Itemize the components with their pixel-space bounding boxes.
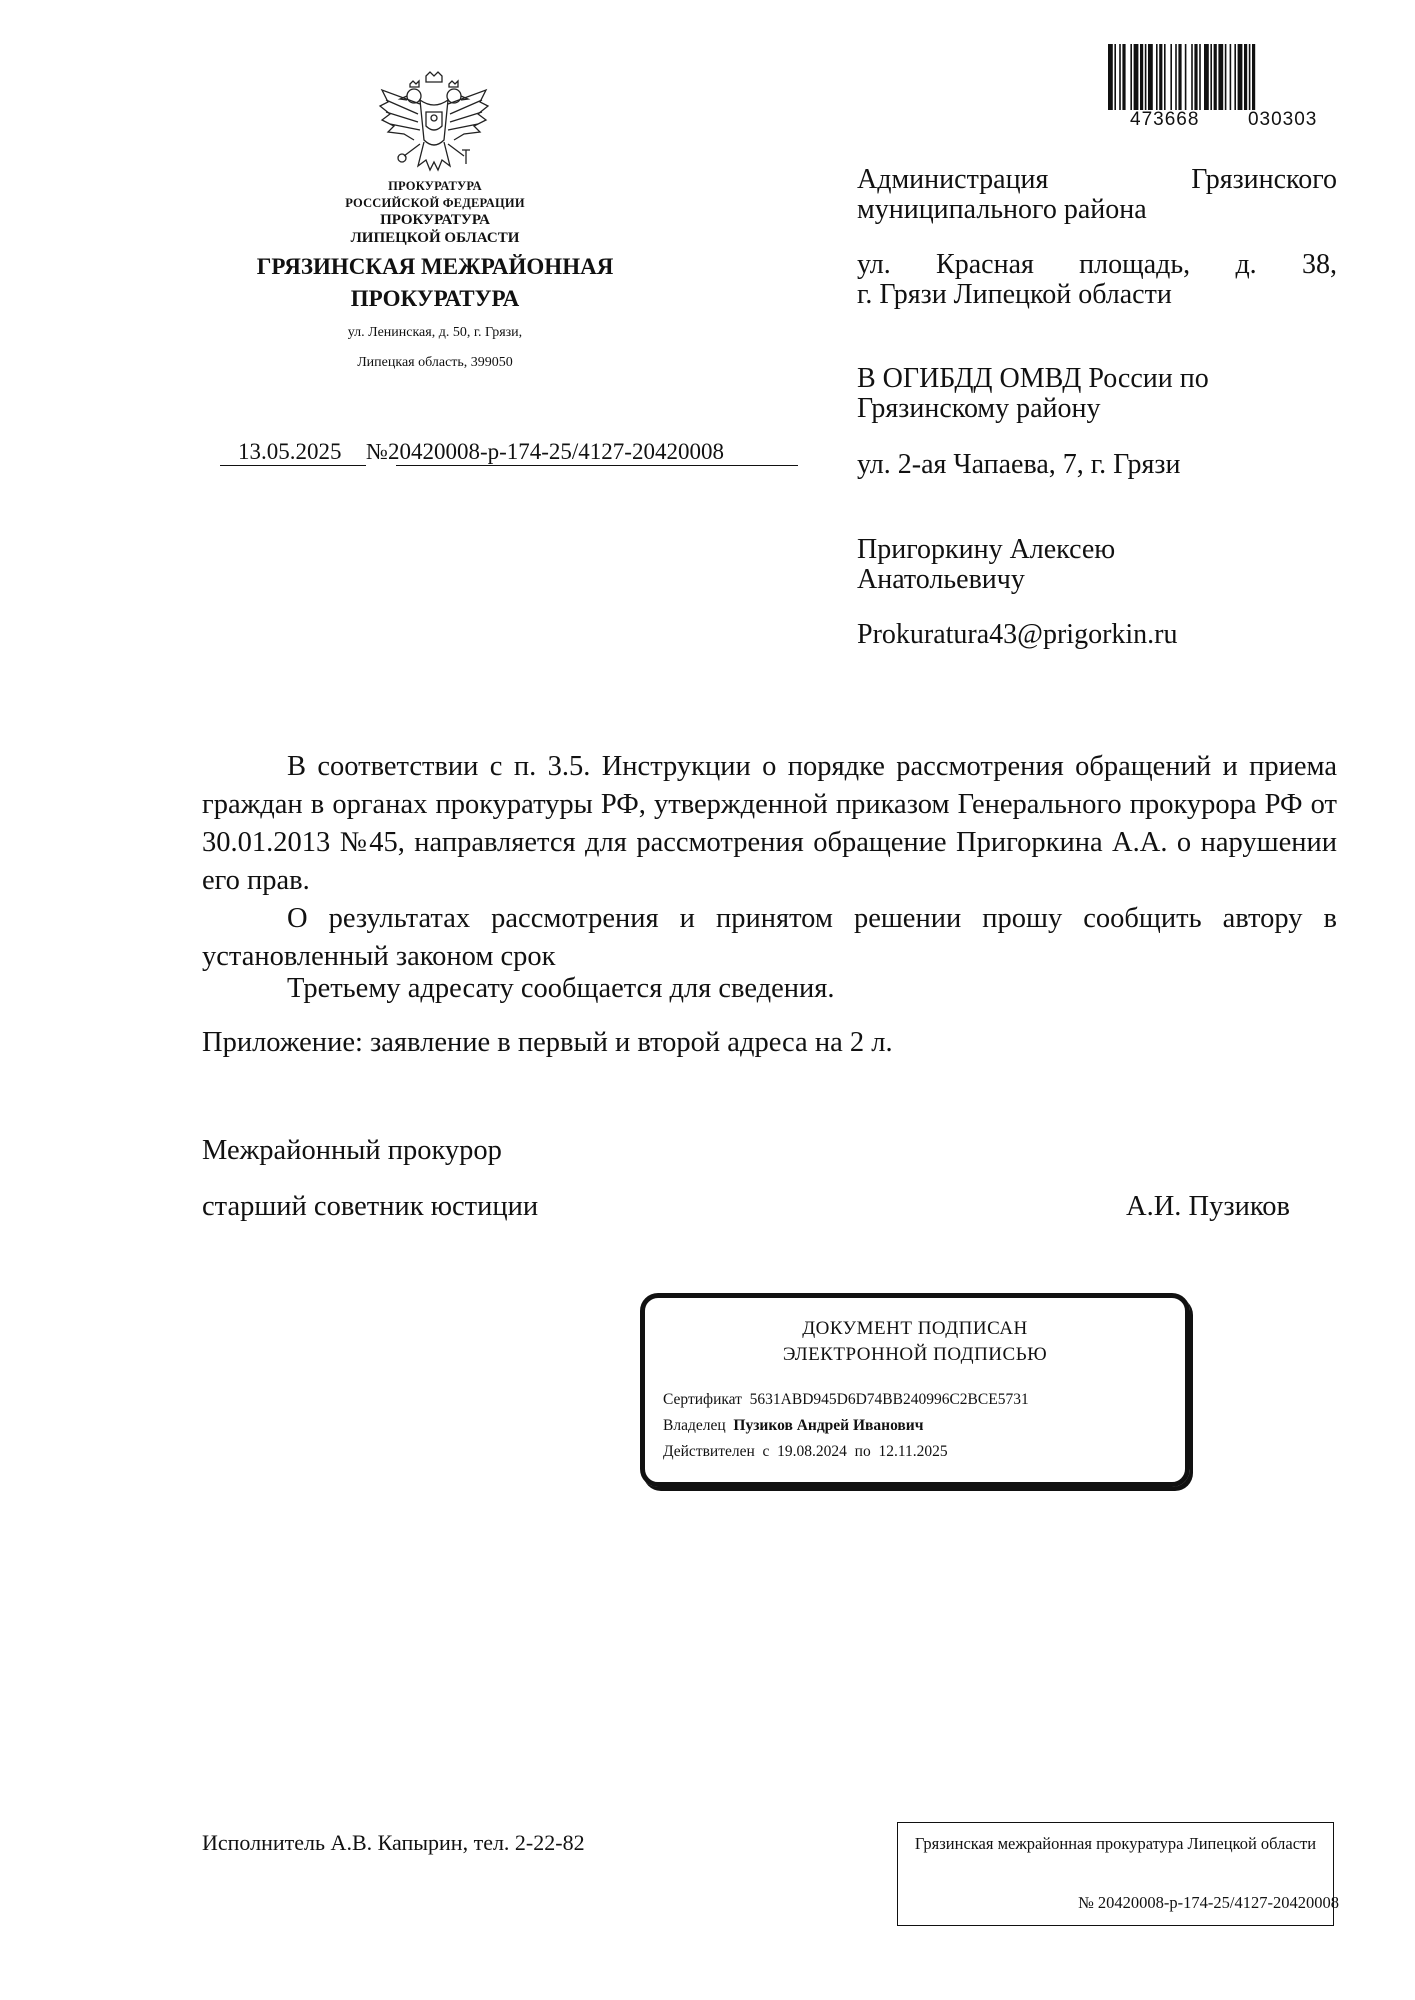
barcode-left-digits: 473668 bbox=[1130, 109, 1200, 130]
barcode-bar bbox=[1244, 44, 1247, 110]
barcode-bar bbox=[1170, 44, 1172, 110]
signer-name: А.И. Пузиков bbox=[1126, 1191, 1290, 1222]
barcode-bar bbox=[1119, 44, 1121, 110]
letter-body bbox=[202, 748, 1337, 1062]
org-name-line-2: ПРОКУРАТУРА bbox=[350, 286, 520, 311]
stamp-owner bbox=[663, 1416, 923, 1436]
stamp-owner-label: Владелец bbox=[663, 1417, 726, 1434]
stamp-valid-from: 19.08.2024 bbox=[777, 1443, 847, 1460]
registration-line bbox=[220, 437, 798, 467]
stamp-title-line-2: ЭЛЕКТРОННОЙ ПОДПИСЬЮ bbox=[782, 1344, 1048, 1365]
registration-box bbox=[897, 1822, 1339, 1926]
barcode-bar bbox=[1156, 44, 1158, 110]
header-line-4: ЛИПЕЦКОЙ ОБЛАСТИ bbox=[350, 230, 520, 246]
body-paragraph-3: Третьему адресату сообщается для сведения. bbox=[287, 973, 835, 1004]
recipient-2-address: ул. 2-ая Чапаева, 7, г. Грязи bbox=[857, 449, 1181, 480]
registration-number: №20420008-р-174-25/4127-20420008 bbox=[366, 439, 724, 464]
barcode-bar bbox=[1238, 44, 1243, 110]
stamp-validity bbox=[663, 1442, 948, 1462]
body-paragraph-1: В соответствии с п. 3.5. Инструкции о порядке рассмотрения обращений и приема граждан в органах прокуратуры РФ, утвержденной приказом Генерального прокурора РФ от 30.01.2013 №45, направляется для рассмотрения обращение Пригоркина А.А. о нарушении его прав. bbox=[202, 751, 1337, 896]
stamp-valid-from-prefix: с bbox=[762, 1443, 770, 1460]
barcode-bar bbox=[1134, 44, 1139, 110]
barcode-bar bbox=[1185, 44, 1187, 110]
barcode-bar bbox=[1252, 44, 1255, 110]
barcode-bar bbox=[1130, 44, 1132, 110]
barcode-bar bbox=[1249, 44, 1251, 110]
barcode-right-digits: 030303 bbox=[1247, 109, 1318, 130]
stamp-certificate bbox=[663, 1390, 1029, 1410]
barcode-bar bbox=[1159, 44, 1162, 110]
barcode-bar bbox=[1194, 44, 1197, 110]
registration-box-org: Грязинская межрайонная прокуратура Липецкой области bbox=[914, 1834, 1317, 1853]
barcode-bar bbox=[1122, 44, 1125, 110]
signer-rank: старший советник юстиции bbox=[202, 1191, 539, 1222]
barcode-bar bbox=[1199, 44, 1201, 110]
stamp-title-line-1: ДОКУМЕНТ ПОДПИСАН bbox=[802, 1318, 1028, 1339]
barcode-bar bbox=[1178, 44, 1181, 110]
recipient-2-line-2: Грязинскому району bbox=[857, 393, 1101, 424]
executor-info: Исполнитель А.В. Капырин, тел. 2-22-82 bbox=[202, 1830, 585, 1855]
recipient-2-line-1: В ОГИБДД ОМВД России по bbox=[857, 363, 1209, 394]
stamp-valid-to-prefix: по bbox=[854, 1443, 871, 1460]
barcode-bar bbox=[1214, 44, 1217, 110]
barcode-bar bbox=[1140, 44, 1143, 110]
recipient-1-address-line-2: г. Грязи Липецкой области bbox=[857, 279, 1172, 310]
barcode-bar bbox=[1108, 44, 1113, 110]
double-headed-eagle-icon bbox=[374, 70, 494, 182]
barcode-bar bbox=[1204, 44, 1209, 110]
signer-position: Межрайонный прокурор bbox=[202, 1135, 502, 1166]
recipient-1-line-2: муниципального района bbox=[857, 194, 1147, 225]
recipient-3-line-1: Пригоркину Алексею bbox=[857, 534, 1116, 565]
stamp-cert-label: Сертификат bbox=[663, 1391, 742, 1408]
barcode-bar bbox=[1114, 44, 1116, 110]
barcode-bar bbox=[1230, 44, 1232, 110]
header-line-1: ПРОКУРАТУРА bbox=[388, 179, 482, 193]
number-underline bbox=[396, 465, 798, 466]
header-line-2: РОССИЙСКОЙ ФЕДЕРАЦИИ bbox=[345, 196, 525, 210]
barcode-bar bbox=[1148, 44, 1153, 110]
stamp-owner-value: Пузиков Андрей Иванович bbox=[733, 1417, 924, 1434]
registration-date: 13.05.2025 bbox=[238, 439, 342, 464]
body-paragraph-2: О результатах рассмотрения и принятом решении прошу сообщить автору в установленный законом срок bbox=[202, 903, 1337, 972]
recipient-1-line-1 bbox=[857, 165, 1337, 195]
recipient-1-word-1: Администрация bbox=[857, 164, 1049, 195]
recipient-1-address-line-1: ул. Красная площадь, д. 38, bbox=[857, 249, 1337, 280]
stamp-valid-to: 12.11.2025 bbox=[878, 1443, 948, 1460]
recipient-3-line-2: Анатольевичу bbox=[857, 564, 1025, 595]
barcode bbox=[1108, 44, 1328, 110]
barcode-bar bbox=[1145, 44, 1147, 110]
org-address-line-1: ул. Ленинская, д. 50, г. Грязи, bbox=[347, 325, 523, 340]
date-underline bbox=[220, 465, 366, 466]
barcode-bar bbox=[1234, 44, 1236, 110]
barcode-bar bbox=[1164, 44, 1166, 110]
barcode-bar bbox=[1225, 44, 1227, 110]
recipient-3-email: Prokuratura43@prigorkin.ru bbox=[857, 619, 1178, 650]
electronic-signature-stamp bbox=[640, 1293, 1190, 1487]
barcode-bar bbox=[1175, 44, 1177, 110]
barcode-bar bbox=[1191, 44, 1193, 110]
recipient-1-word-2: Грязинского bbox=[1191, 164, 1337, 195]
org-address-line-2: Липецкая область, 399050 bbox=[357, 355, 513, 370]
header-line-3: ПРОКУРАТУРА bbox=[380, 212, 490, 228]
barcode-bar bbox=[1210, 44, 1212, 110]
org-name-line-1: ГРЯЗИНСКАЯ МЕЖРАЙОННАЯ bbox=[256, 254, 614, 279]
stamp-valid-label: Действителен bbox=[663, 1443, 755, 1460]
attachment-note: Приложение: заявление в первый и второй адреса на 2 л. bbox=[202, 1027, 893, 1058]
barcode-bar bbox=[1218, 44, 1223, 110]
registration-box-number: № 20420008-р-174-25/4127-20420008 bbox=[1078, 1893, 1339, 1912]
barcode-digits bbox=[1130, 109, 1340, 131]
stamp-cert-value: 5631ABD945D6D74BB240996C2BCE5731 bbox=[749, 1391, 1029, 1408]
